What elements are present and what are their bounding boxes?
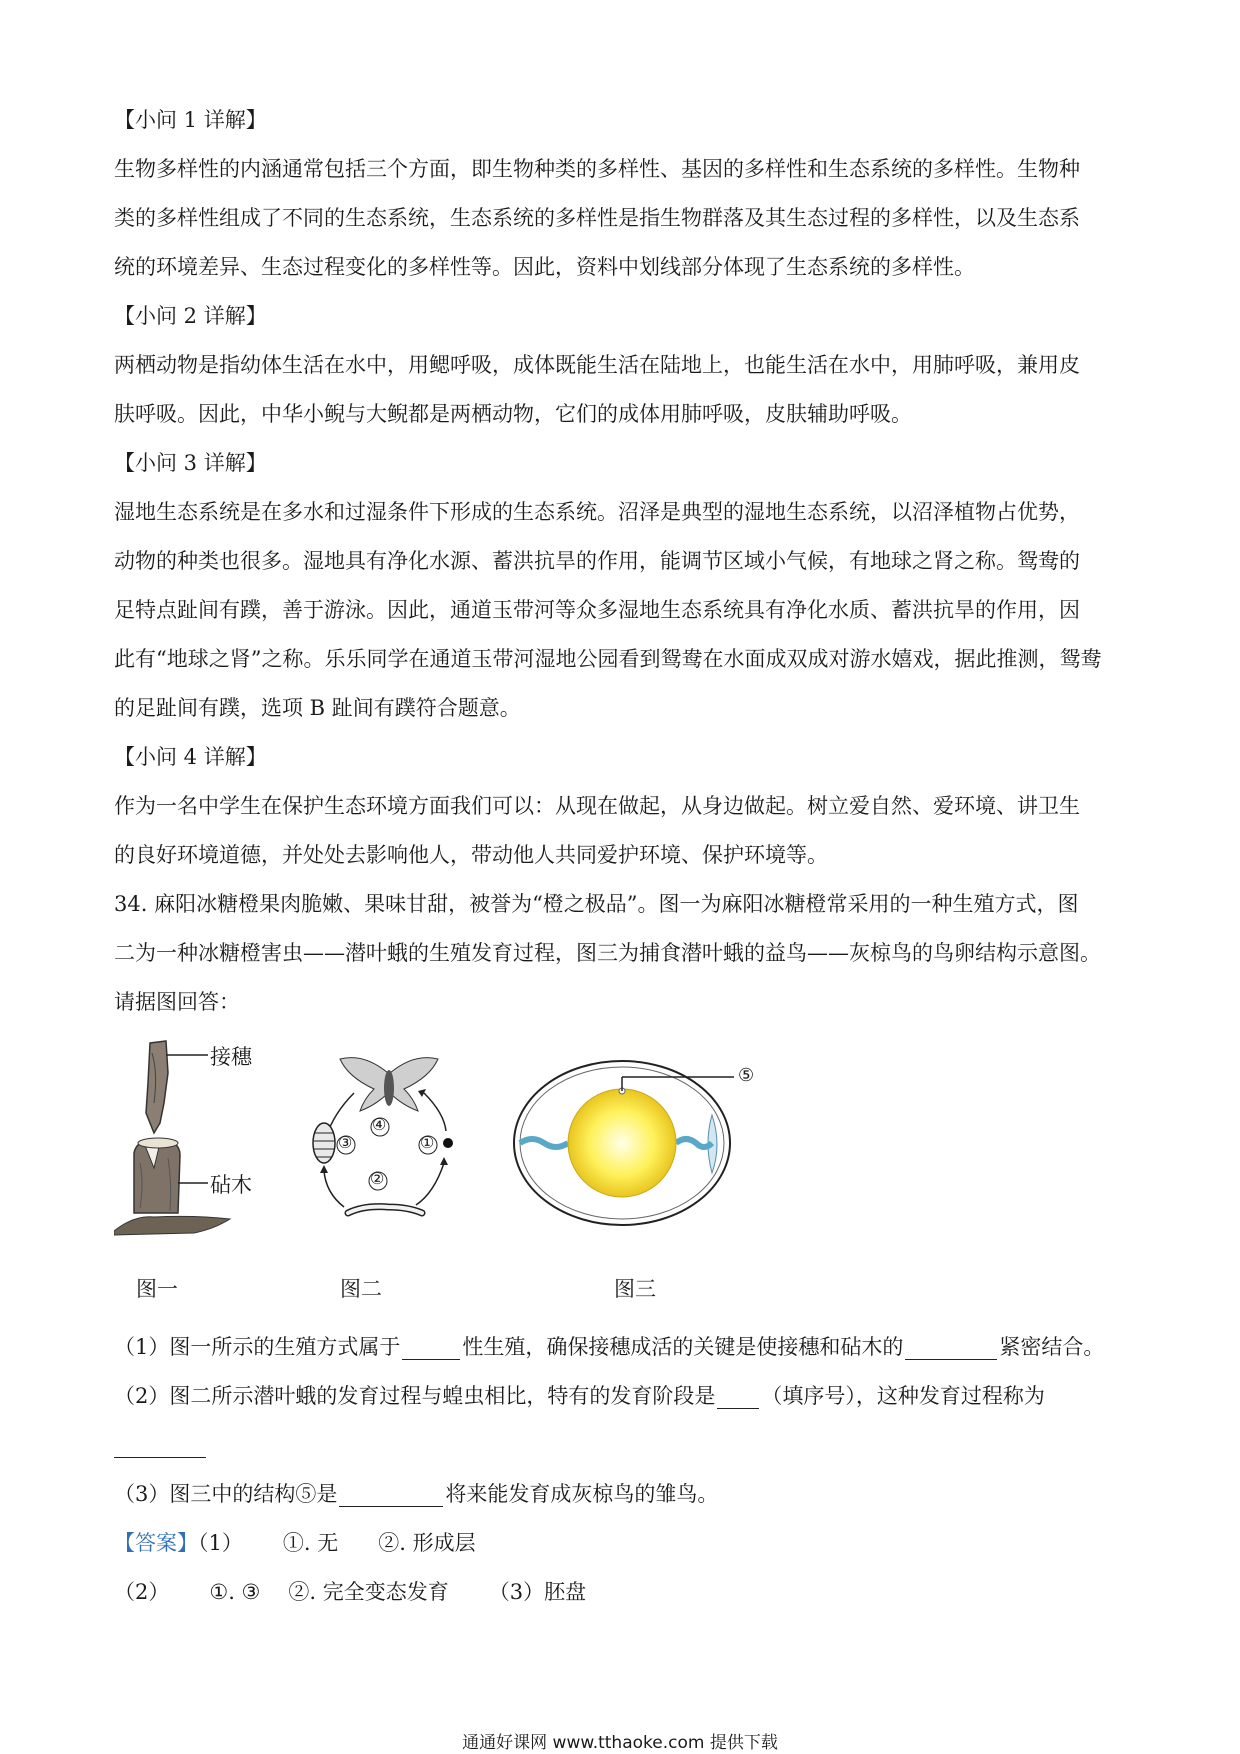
figures-row (114, 1033, 1134, 1323)
q4-line: 作为一名中学生在保护生态环境方面我们可以：从现在做起，从身边做起。树立爱自然、爱环境、讲卫生 (114, 794, 1080, 818)
answer-line-2: （2） ①. ③ ②. 完全变态发育 （3）胚盘 (114, 1580, 587, 1604)
sub-question-1: （1）图一所示的生殖方式属于 性生殖，确保接穗成活的关键是使接穗和砧木的 紧密结合。 (114, 1335, 1105, 1359)
grafting-illustration (114, 1033, 294, 1253)
answer-line-1: 【答案】（1） ①. 无 ②. 形成层 (114, 1531, 476, 1555)
figure-2-life-cycle (304, 1033, 474, 1323)
q1-line: 统的环境差异、生态过程变化的多样性等。因此，资料中划线部分体现了生态系统的多样性。 (114, 255, 975, 279)
life-cycle-illustration (304, 1033, 474, 1253)
label-scion: 接穗 (210, 1045, 252, 1069)
figure-3-bird-egg (508, 1033, 768, 1323)
figure-1-caption: 图一 (136, 1277, 178, 1301)
stage-1-label: ① (420, 1133, 435, 1152)
q34-line: 二为一种冰糖橙害虫——潜叶蛾的生殖发育过程，图三为捕食潜叶蛾的益鸟——灰椋鸟的鸟卵结构示意图。 (114, 941, 1101, 965)
answer-tag: 【答案】 (114, 1531, 198, 1555)
q3-line: 的足趾间有蹼，选项 B 趾间有蹼符合题意。 (114, 696, 521, 720)
stage-2-label: ② (370, 1169, 385, 1188)
answer-blank (905, 1358, 997, 1360)
stage-4-label: ④ (372, 1115, 387, 1134)
structure-5-label: ⑤ (738, 1065, 755, 1086)
q2-header: 【小问 2 详解】 (114, 304, 267, 328)
q3-line: 足特点趾间有蹼，善于游泳。因此，通道玉带河等众多湿地生态系统具有净化水质、蓄洪抗旱的作用，因 (114, 598, 1080, 622)
q4-header: 【小问 4 详解】 (114, 745, 267, 769)
answer-blank (114, 1456, 206, 1458)
q2-line: 肤呼吸。因此，中华小鲵与大鲵都是两栖动物，它们的成体用肺呼吸，皮肤辅助呼吸。 (114, 402, 912, 426)
q4-line: 的良好环境道德，并处处去影响他人，带动他人共同爱护环境、保护环境等。 (114, 843, 828, 867)
sub-question-3: （3）图三中的结构⑤是 将来能发育成灰椋鸟的雏鸟。 (114, 1482, 719, 1506)
stage-3-label: ③ (338, 1133, 353, 1152)
sub-question-2-blank-line (114, 1421, 1134, 1470)
q3-line: 动物的种类也很多。湿地具有净化水源、蓄洪抗旱的作用，能调节区域小气候，有地球之肾之称。鸳鸯的 (114, 549, 1080, 573)
q3-line: 此有“地球之肾”之称。乐乐同学在通道玉带河湿地公园看到鸳鸯在水面成双成对游水嬉戏，据此推测，鸳鸯 (114, 647, 1102, 671)
larva-icon (348, 1207, 422, 1213)
q34-line: 请据图回答： (114, 990, 240, 1014)
q1-line: 类的多样性组成了不同的生态系统，生态系统的多样性是指生物群落及其生态过程的多样性，以及生态系 (114, 206, 1080, 230)
answer-blank (339, 1505, 443, 1507)
figure-3-caption: 图三 (614, 1277, 656, 1301)
figure-2-caption: 图二 (340, 1277, 382, 1301)
moth-icon (340, 1058, 438, 1111)
q1-header: 【小问 1 详解】 (114, 108, 267, 132)
document-body (114, 96, 1134, 1617)
page-footer: 通通好课网 www.tthaoke.com 提供下载 (462, 1733, 778, 1753)
sub-question-2: （2）图二所示潜叶蛾的发育过程与蝗虫相比，特有的发育阶段是 （填序号），这种发育过程称为 (114, 1384, 1045, 1408)
q1-line: 生物多样性的内涵通常包括三个方面，即生物种类的多样性、基因的多样性和生态系统的多样性。生物种 (114, 157, 1080, 181)
answer-blank (402, 1358, 460, 1360)
label-rootstock: 砧木 (210, 1173, 252, 1197)
q3-line: 湿地生态系统是在多水和过湿条件下形成的生态系统。沼泽是典型的湿地生态系统，以沼泽植物占优势， (114, 500, 1080, 524)
q2-line: 两栖动物是指幼体生活在水中，用鳃呼吸，成体既能生活在陆地上，也能生活在水中，用肺呼吸，兼用皮 (114, 353, 1080, 377)
answer-blank (717, 1407, 759, 1409)
figure-1-grafting (114, 1033, 294, 1323)
q3-header: 【小问 3 详解】 (114, 451, 267, 475)
q34-line: 34. 麻阳冰糖橙果肉脆嫩、果味甘甜，被誉为“橙之极品”。图一为麻阳冰糖橙常采用的一种生殖方式，图 (114, 892, 1079, 916)
pupa-icon (313, 1123, 335, 1163)
egg-structure-illustration (508, 1033, 768, 1253)
